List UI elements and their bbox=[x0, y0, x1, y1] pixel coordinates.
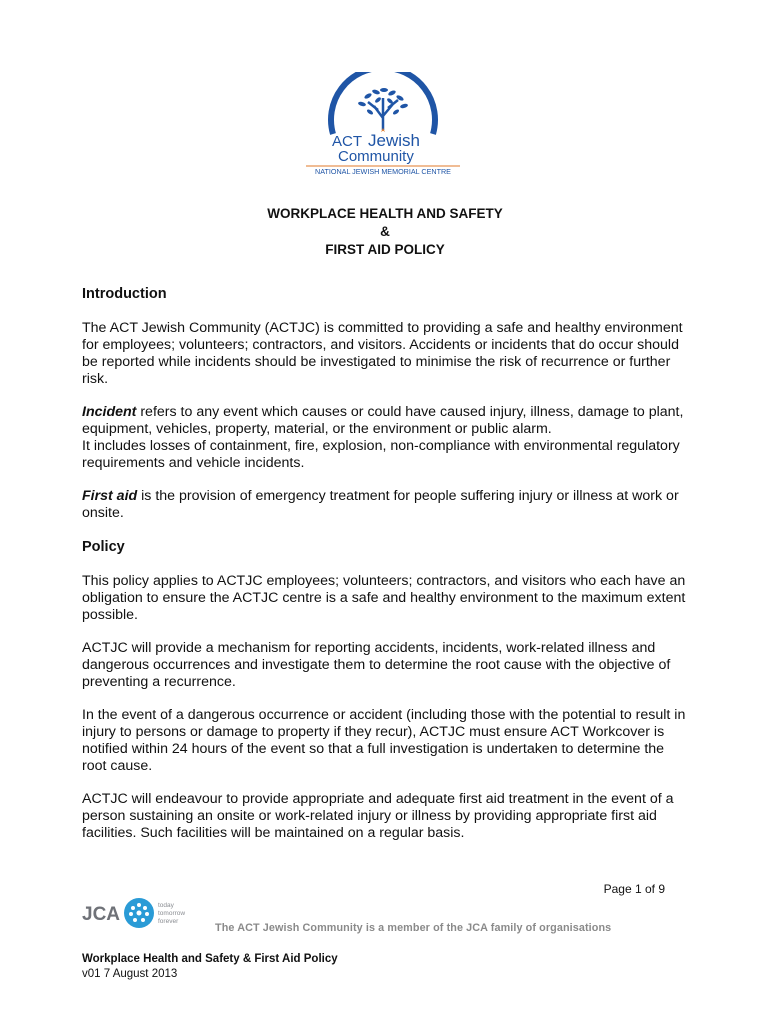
title-line-2: & bbox=[380, 224, 390, 239]
membership-note: The ACT Jewish Community is a member of the JCA family of organisations bbox=[215, 922, 612, 934]
title-line-3: FIRST AID POLICY bbox=[325, 242, 445, 257]
incident-text: refers to any event which causes or could have caused injury, illness, damage to plant, equipment, vehicles, property, material, or the environment or public alarm. bbox=[82, 404, 684, 437]
intro-paragraph: The ACT Jewish Community (ACTJC) is committed to providing a safe and healthy environment for employees; volunteers; contractors, and visitors. Accidents or incidents that do occur should be reported while incidents should be investigated to minimise the risk of recurrence or further risk. bbox=[82, 320, 683, 387]
jca-tagline-3: forever bbox=[158, 918, 179, 925]
policy-paragraph-3: In the event of a dangerous occurrence or accident (including those with the potential to result in injury to persons or damage to property if they recur), ACTJC must ensure ACT Workcover is notified within 24 hours of the event so that a full investigation is undertaken to determine the root cause. bbox=[82, 707, 686, 774]
document-title bbox=[0, 205, 770, 259]
logo-jewish-text: Jewish bbox=[368, 131, 420, 150]
jca-tagline-2: tomorrow bbox=[158, 910, 186, 917]
policy-paragraph-4: ACTJC will endeavour to provide appropriate and adequate first aid treatment in the event of a person sustaining an onsite or work-related injury or illness by providing appropriate first aid facilities. Such facilities will be maintained on a regular basis. bbox=[82, 791, 674, 841]
actjc-logo bbox=[298, 72, 468, 177]
logo-community-text: Community bbox=[338, 148, 414, 165]
footer-document-title: Workplace Health and Safety & First Aid Policy bbox=[82, 953, 338, 965]
first-aid-text: is the provision of emergency treatment for people suffering injury or illness at work or onsite. bbox=[82, 488, 679, 521]
logo-act-text: ACT bbox=[332, 133, 362, 150]
first-aid-term: First aid bbox=[82, 488, 138, 504]
incident-term: Incident bbox=[82, 404, 137, 420]
jca-tagline-1: today bbox=[158, 902, 174, 909]
logo-subtitle: NATIONAL JEWISH MEMORIAL CENTRE bbox=[315, 167, 451, 176]
policy-heading: Policy bbox=[82, 539, 125, 555]
policy-paragraph-2: ACTJC will provide a mechanism for reporting accidents, incidents, work-related illness and dangerous occurrences and investigate them to determine the root cause with the objective of preventing a recurrence. bbox=[82, 640, 671, 690]
title-line-1: WORKPLACE HEALTH AND SAFETY bbox=[267, 206, 503, 221]
jca-logo bbox=[82, 893, 202, 933]
page-number: Page 1 of 9 bbox=[603, 882, 665, 896]
policy-paragraph-1: This policy applies to ACTJC employees; volunteers; contractors, and visitors who each have an obligation to ensure the ACTJC centre is a safe and healthy environment to the maximum extent possible. bbox=[82, 573, 686, 623]
footer-document-version: v01 7 August 2013 bbox=[82, 968, 178, 980]
incident-definition-cont: It includes losses of containment, fire, explosion, non-compliance with environmental regulatory requirements and vehicle incidents. bbox=[82, 438, 680, 471]
first-aid-definition bbox=[82, 488, 692, 522]
introduction-heading: Introduction bbox=[82, 286, 167, 302]
document-body bbox=[82, 286, 692, 842]
incident-definition bbox=[82, 404, 692, 438]
jca-logo-text: JCA bbox=[82, 904, 121, 925]
